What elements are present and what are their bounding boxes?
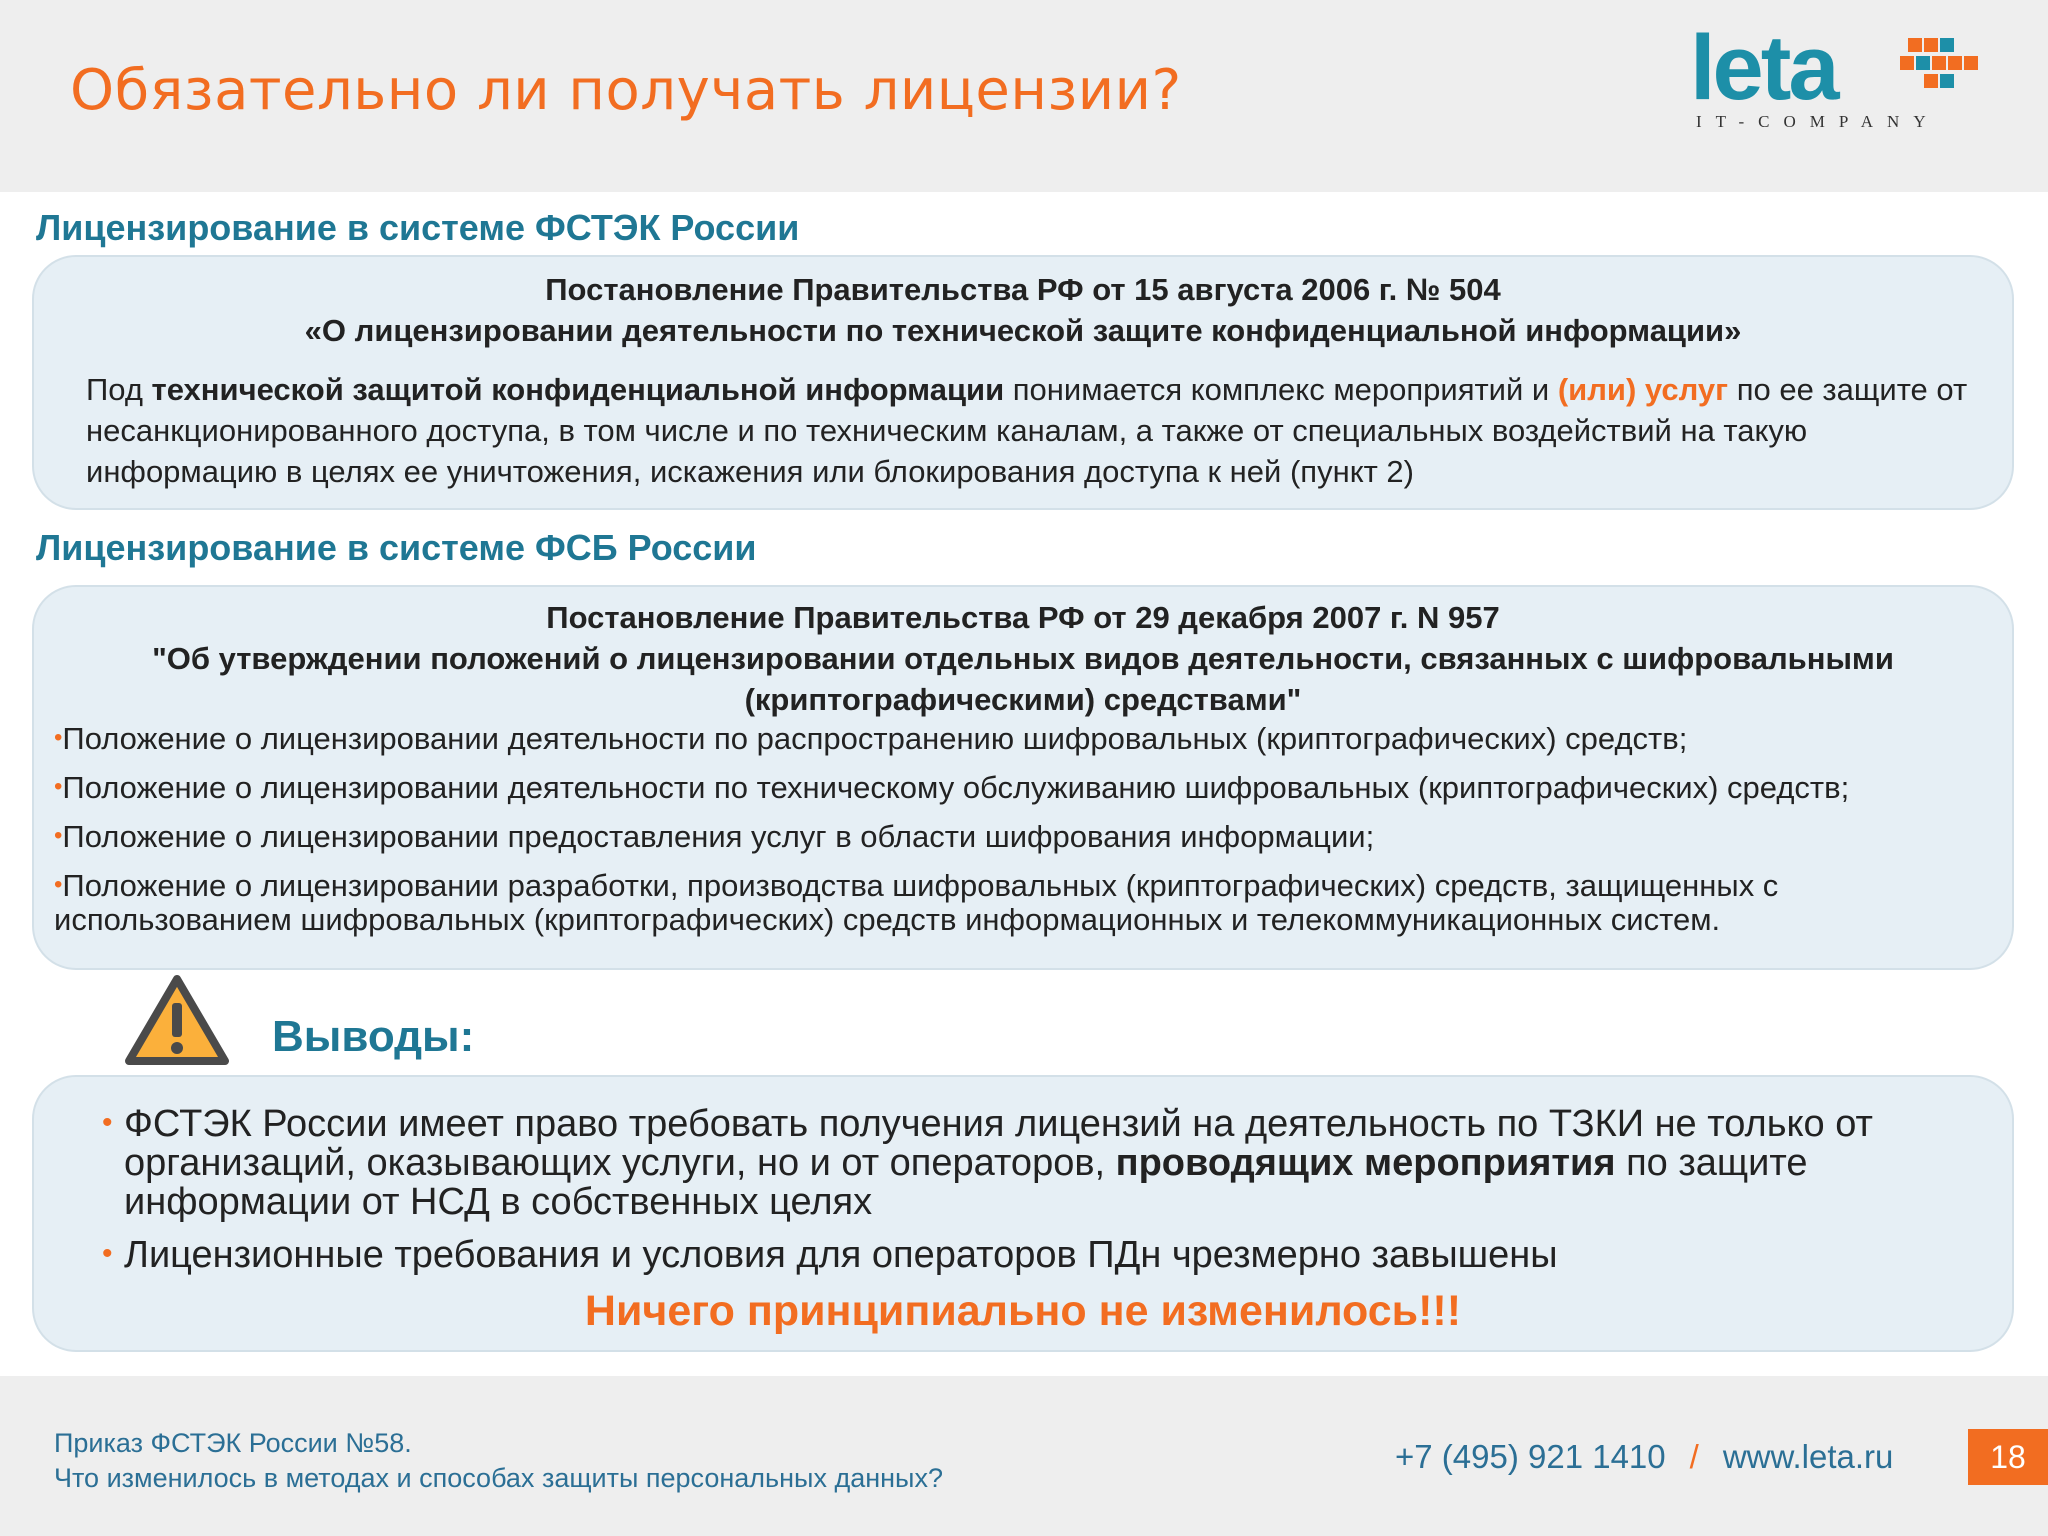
footer-phone: +7 (495) 921 1410: [1395, 1438, 1666, 1475]
logo-tagline: IT-COMPANY: [1696, 112, 1940, 131]
bullet-icon: •: [54, 871, 63, 898]
bullet-icon: •: [54, 724, 63, 751]
list-item-text: Положение о лицензировании предоставления услуг в области шифрования информации;: [62, 819, 1375, 854]
fstec-para-prefix: Под: [86, 372, 152, 407]
list-item: [54, 723, 1994, 757]
conclusions-heading: Выводы:: [272, 1012, 475, 1061]
fsb-heading: Лицензирование в системе ФСБ России: [36, 527, 757, 568]
logo-cross-icon: [1900, 32, 1982, 98]
fstec-definition: [86, 369, 1986, 492]
slide-header: [0, 0, 2048, 192]
conclusions-list: [98, 1105, 1998, 1289]
footer-website-link[interactable]: www.leta.ru: [1722, 1438, 1894, 1475]
logo-wordmark: leta: [1690, 17, 1837, 119]
fsb-regulation-list: [54, 723, 1994, 950]
list-item: [54, 870, 1994, 935]
list-item: [98, 1236, 1998, 1275]
slide-title: Обязательно ли получать лицензии?: [70, 58, 1182, 123]
footer-line1: Приказ ФСТЭК России №58.: [54, 1428, 412, 1458]
list-item-text: Положение о лицензировании разработки, производства шифровальных (криптографических) средств, защищенных с использованием шифровальных (криптографических) средств информационных и телекоммуникационных систем.: [54, 868, 1779, 937]
fstec-para-suffix: по ее защите от несанкционированного доступа, в том числе и по техническим каналам, а также от специальных воздействий на такую информацию в целях ее уничтожения, искажения или блокирования доступа к ней (пункт 2): [86, 372, 1968, 489]
fstec-decree-line2: «О лицензировании деятельности по технической защите конфиденциальной информации»: [304, 313, 1742, 348]
page-number: 18: [1968, 1429, 2048, 1485]
warning-icon: [125, 973, 230, 1068]
fstec-box: [32, 255, 2014, 510]
fsb-box: [32, 585, 2014, 970]
conclusions-box: [32, 1075, 2014, 1352]
fsb-decree-line3: (криптографическими) средствами": [744, 682, 1302, 717]
footer-contacts: [1395, 1438, 1893, 1476]
bullet-icon: •: [54, 773, 63, 800]
fstec-decree-line1: Постановление Правительства РФ от 15 августа 2006 г. № 504: [545, 272, 1501, 307]
bullet-icon: •: [54, 822, 63, 849]
footer-separator: /: [1689, 1438, 1699, 1475]
list-item-text: Положение о лицензировании деятельности по техническому обслуживанию шифровальных (криптографических) средств;: [62, 770, 1850, 805]
list-item: [98, 1105, 1998, 1222]
conclusion2-text: Лицензионные требования и условия для операторов ПДн чрезмерно завышены: [124, 1234, 1558, 1276]
fsb-decree-line2: "Об утверждении положений о лицензировании отдельных видов деятельности, связанных с шифровальными: [152, 641, 1894, 676]
conclusion1-bold: проводящих мероприятия: [1115, 1142, 1616, 1184]
final-statement: Ничего принципиально не изменилось!!!: [584, 1287, 1462, 1335]
bullet-icon: •: [102, 1106, 113, 1139]
conclusion1-prefix: ФСТЭК России имеет право требовать получения лицензий на деятельность по ТЗКИ не только от организаций, оказывающих услуги, но и от операторов,: [124, 1103, 1873, 1184]
fstec-para-orange: (или) услуг: [1557, 372, 1729, 407]
fsb-decree-line1: Постановление Правительства РФ от 29 декабря 2007 г. N 957: [546, 600, 1500, 635]
fstec-heading: Лицензирование в системе ФСТЭК России: [36, 207, 800, 248]
company-logo: [1690, 17, 1990, 138]
list-item: [54, 772, 1994, 806]
slide-footer: [0, 1376, 2048, 1536]
footer-line2: Что изменилось в методах и способах защиты персональных данных?: [54, 1463, 943, 1493]
conclusion1-suffix: по защите информации от НСД в собственных целях: [124, 1142, 1808, 1223]
footer-source: [54, 1426, 943, 1496]
bullet-icon: •: [102, 1237, 113, 1270]
fstec-para-mid: понимается комплекс мероприятий и: [1004, 372, 1558, 407]
list-item-text: Положение о лицензировании деятельности по распространению шифровальных (криптографических) средств;: [62, 721, 1688, 756]
list-item: [54, 821, 1994, 855]
fstec-para-bold: технической защитой конфиденциальной информации: [151, 372, 1005, 407]
